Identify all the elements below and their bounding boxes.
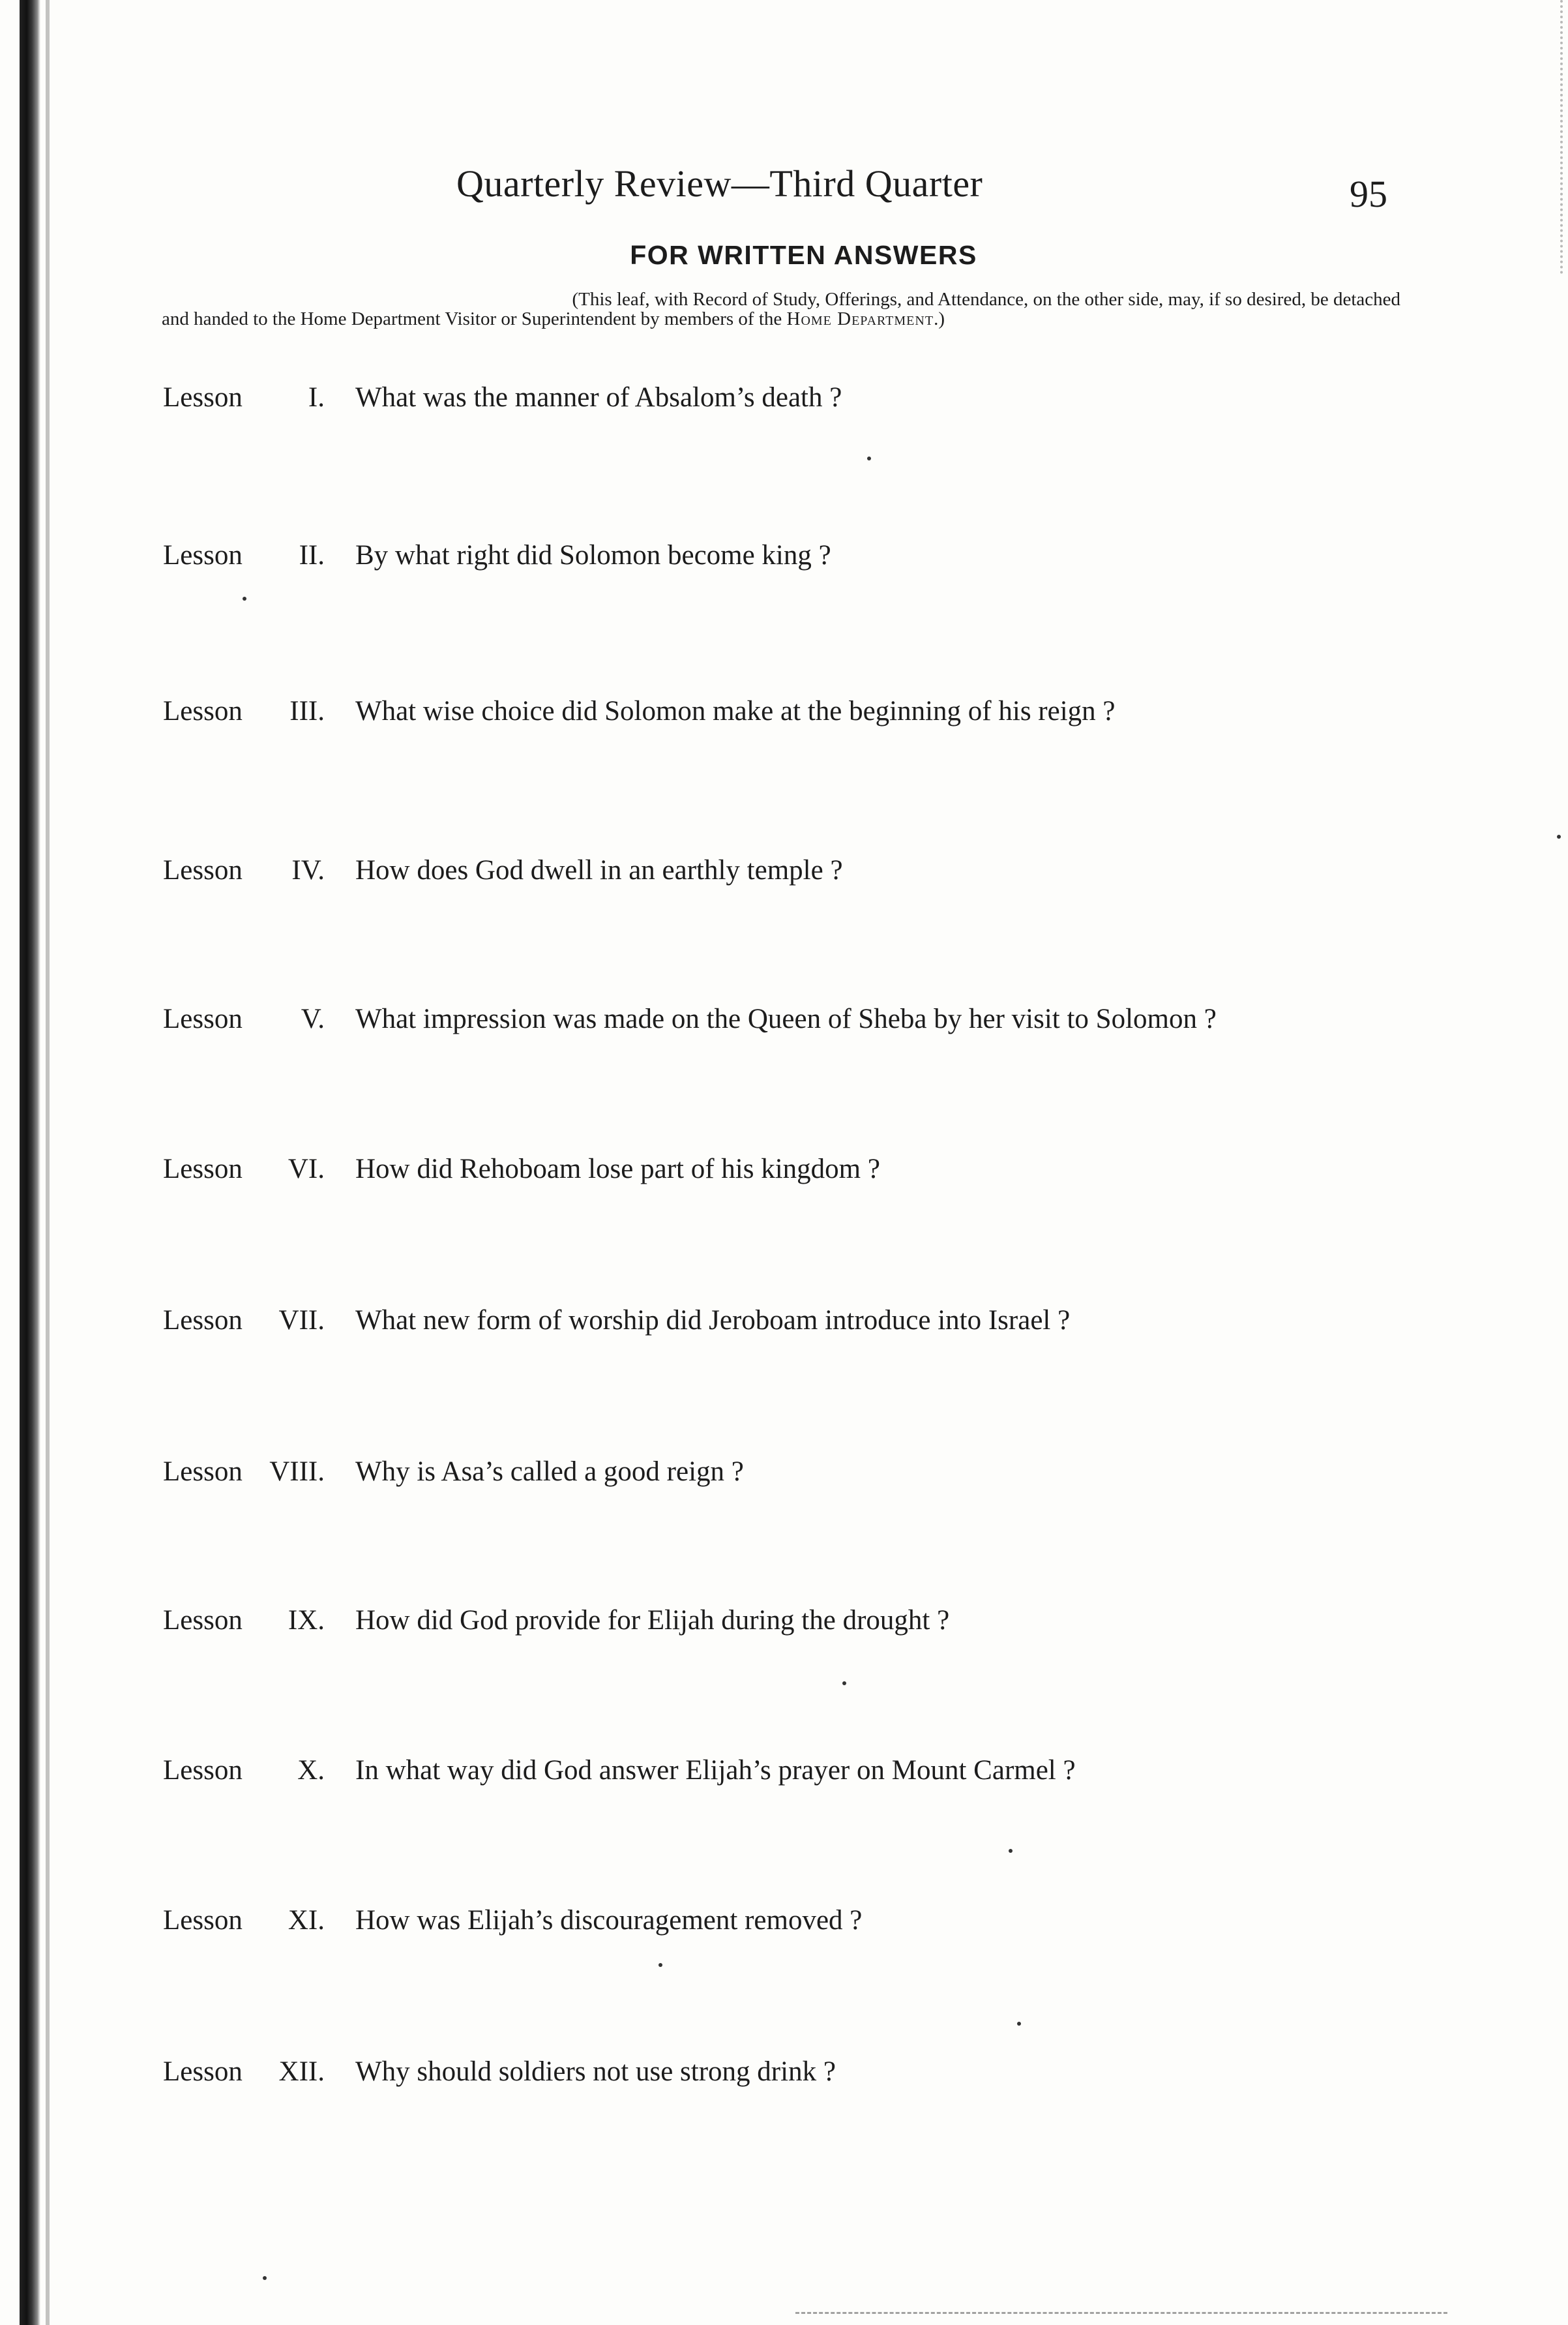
lesson-row-11 [163,1904,1467,1943]
lesson-numeral: VII. [278,1305,325,1336]
lesson-label: Lesson [163,1456,243,1487]
lesson-numeral: XI. [288,1905,325,1936]
lesson-label: Lesson [163,540,243,571]
lesson-label: Lesson [163,1154,243,1184]
lesson-label: Lesson [163,2056,243,2087]
lesson-question: What impression was made on the Queen of Sheba by her visit to Solomon ? [355,1004,1217,1034]
lesson-question: How did God provide for Elijah during the drought ? [355,1605,950,1636]
lesson-label: Lesson [163,1755,243,1786]
lesson-row-8 [163,1456,1467,1495]
scan-speck [1017,2022,1021,2026]
page-number: 95 [1350,173,1387,215]
lesson-numeral: IX. [288,1605,325,1636]
lesson-row-5 [163,1003,1467,1042]
lesson-row-12 [163,2056,1467,2095]
lesson-numeral: III. [289,696,325,727]
detach-note-text: and handed to the Home Department Visitor or Superintendent by members of the [162,308,787,329]
scan-speck [867,457,871,460]
lesson-row-4 [163,854,1467,893]
lesson-numeral: IV. [291,855,325,886]
lesson-row-9 [163,1604,1467,1643]
lesson-numeral: X. [297,1755,325,1786]
detach-note-end: .) [934,308,945,329]
lesson-label: Lesson [163,1605,243,1636]
lesson-numeral: VI. [288,1154,325,1184]
lesson-label: Lesson [163,382,243,413]
lesson-question: What wise choice did Solomon make at the beginning of his reign ? [355,696,1116,727]
lesson-label: Lesson [163,696,243,727]
lesson-row-3 [163,695,1467,734]
scan-speck [243,597,246,601]
lesson-numeral: XII. [278,2056,325,2087]
running-head: Quarterly Review—Third Quarter [456,162,983,205]
lesson-question: What was the manner of Absalom’s death ? [355,382,842,413]
lesson-label: Lesson [163,855,243,886]
lesson-label: Lesson [163,1905,243,1936]
lesson-row-2 [163,539,1467,578]
lesson-numeral: V. [301,1004,325,1034]
lesson-row-6 [163,1153,1467,1192]
lesson-row-10 [163,1754,1467,1793]
lesson-row-1 [163,382,1467,421]
lesson-question: Why is Asa’s called a good reign ? [355,1456,744,1487]
bottom-edge-rule [795,2312,1447,2317]
scan-speck [842,1681,846,1685]
scan-speck [658,1963,662,1967]
lesson-question: Why should soldiers not use strong drink ? [355,2056,836,2087]
scan-speck [1557,835,1561,839]
lesson-label: Lesson [163,1305,243,1336]
lesson-question: How did Rehoboam lose part of his kingdom ? [355,1154,880,1184]
lesson-question: How does God dwell in an earthly temple ? [355,855,843,886]
lesson-numeral: II. [299,540,325,571]
scan-speck [1009,1849,1013,1853]
lesson-question: What new form of worship did Jeroboam introduce into Israel ? [355,1305,1071,1336]
lesson-numeral: VIII. [269,1456,325,1487]
lesson-question: By what right did Solomon become king ? [355,540,831,571]
lesson-question: In what way did God answer Elijah’s prayer on Mount Carmel ? [355,1755,1076,1786]
lesson-numeral: I. [308,382,325,413]
detach-note-line-1: (This leaf, with Record of Study, Offerings, and Attendance, on the other side, may, if so desired, be detached [572,289,1400,310]
lesson-label: Lesson [163,1004,243,1034]
section-title: FOR WRITTEN ANSWERS [630,240,977,270]
home-department-smallcaps: Home Department [786,308,934,329]
scan-speck [263,2276,267,2280]
lesson-row-7 [163,1304,1467,1343]
lesson-question: How was Elijah’s discouragement removed ? [355,1905,863,1936]
